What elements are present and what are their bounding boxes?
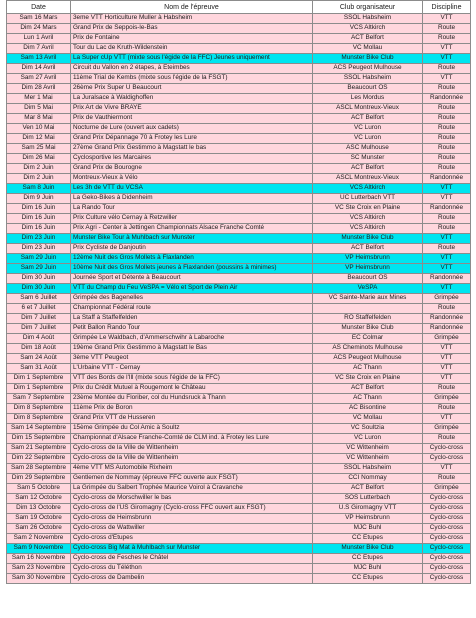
- cell-club: VC Mollau: [313, 44, 423, 54]
- cell-discipline: Cyclo-cross: [423, 554, 471, 564]
- cell-date: Sam 30 Novembre: [7, 574, 71, 584]
- cell-event-name: Nocturne de Lure (ouvert aux cadets): [71, 124, 313, 134]
- cell-date: Sam 9 Novembre: [7, 544, 71, 554]
- table-row: [7, 204, 471, 214]
- cell-club: VC Sainte-Marie aux Mines: [313, 294, 423, 304]
- cell-event-name: Grand Prix de Seppois-le-Bas: [71, 24, 313, 34]
- cell-date: Mer 1 Mai: [7, 94, 71, 104]
- cell-date: Dim 13 Octobre: [7, 504, 71, 514]
- calendar-table-container: [6, 0, 470, 584]
- cell-date: Sam 29 Juin: [7, 264, 71, 274]
- cell-discipline: VTT: [423, 44, 471, 54]
- cell-event-name: 23ème Montée du Floriber, col du Hundsruck à Thann: [71, 394, 313, 404]
- cell-event-name: VTT des Bords de l'Ill (mixte sous l'égide de la FFC): [71, 374, 313, 384]
- cell-event-name: Grand Prix de Bourogne: [71, 164, 313, 174]
- cell-event-name: Journée Sport et Détente à Beaucourt: [71, 274, 313, 284]
- cell-discipline: Route: [423, 214, 471, 224]
- cell-club: VC Luron: [313, 134, 423, 144]
- cell-date: Dim 26 Mai: [7, 154, 71, 164]
- cell-date: Sam 5 Octobre: [7, 484, 71, 494]
- cell-club: VCS Altkirch: [313, 24, 423, 34]
- table-row: [7, 304, 471, 314]
- cell-date: Sam 29 Juin: [7, 254, 71, 264]
- cell-date: Sam 27 Avril: [7, 74, 71, 84]
- cell-discipline: Route: [423, 34, 471, 44]
- cell-date: Sam 14 Septembre: [7, 424, 71, 434]
- cell-club: VC Soultzia: [313, 424, 423, 434]
- header-date: Date: [7, 1, 71, 14]
- cell-event-name: Championnat d'Alsace Franche-Comté de CLM ind. à Frotey les Lure: [71, 434, 313, 444]
- cell-discipline: Route: [423, 244, 471, 254]
- cell-discipline: VTT: [423, 464, 471, 474]
- cell-date: Sam 2 Novembre: [7, 534, 71, 544]
- table-row: [7, 34, 471, 44]
- cell-discipline: Randonnée: [423, 174, 471, 184]
- cell-event-name: Prix de Vauthiermont: [71, 114, 313, 124]
- table-row: [7, 224, 471, 234]
- cell-club: CC Etupes: [313, 554, 423, 564]
- cell-event-name: Cyclosportive les Marcaires: [71, 154, 313, 164]
- cell-date: Dim 16 Juin: [7, 204, 71, 214]
- cell-discipline: Cyclo-cross: [423, 534, 471, 544]
- table-row: [7, 574, 471, 584]
- table-row: [7, 324, 471, 334]
- cell-discipline: Route: [423, 24, 471, 34]
- cell-date: Dim 1 Septembre: [7, 384, 71, 394]
- cell-club: VC Luron: [313, 434, 423, 444]
- cell-club: ASC Mulhouse: [313, 144, 423, 154]
- cell-discipline: VTT: [423, 194, 471, 204]
- cell-discipline: Grimpée: [423, 294, 471, 304]
- cell-date: Dim 14 Avril: [7, 64, 71, 74]
- cell-discipline: VTT: [423, 54, 471, 64]
- cell-discipline: VTT: [423, 234, 471, 244]
- header-discipline: Discipline: [423, 1, 471, 14]
- calendar-table: [6, 0, 471, 584]
- cell-event-name: La Juralsace à Waldighoffen: [71, 94, 313, 104]
- table-row: [7, 274, 471, 284]
- table-row: [7, 344, 471, 354]
- cell-event-name: Tour du Lac de Kruth-Wildenstein: [71, 44, 313, 54]
- cell-date: Mar 8 Mai: [7, 114, 71, 124]
- cell-discipline: Cyclo-cross: [423, 514, 471, 524]
- cell-event-name: 12ème Nuit des Gros Mollets à Flaxlanden: [71, 254, 313, 264]
- cell-date: Dim 4 Août: [7, 334, 71, 344]
- cell-club: AC Thann: [313, 364, 423, 374]
- cell-discipline: VTT: [423, 184, 471, 194]
- cell-event-name: 10ème Nuit des Gros Mollets jeunes à Flaxlanden (poussins à minimes): [71, 264, 313, 274]
- cell-event-name: Cyclo-cross du Téléthon: [71, 564, 313, 574]
- table-row: [7, 374, 471, 384]
- table-row: [7, 404, 471, 414]
- table-row: [7, 214, 471, 224]
- cell-discipline: Route: [423, 84, 471, 94]
- table-row: [7, 484, 471, 494]
- cell-club: VP Heimsbrunn: [313, 254, 423, 264]
- cell-event-name: Grand Prix Dépannage 70 à Frotey les Lure: [71, 134, 313, 144]
- table-row: [7, 514, 471, 524]
- cell-event-name: Cyclo-cross de la Ville de Wittenheim: [71, 454, 313, 464]
- cell-club: CC Etupes: [313, 574, 423, 584]
- table-row: [7, 194, 471, 204]
- cell-date: Sam 19 Octobre: [7, 514, 71, 524]
- cell-club: VC Ste Croix en Plaine: [313, 374, 423, 384]
- cell-club: SSOL Habsheim: [313, 14, 423, 24]
- cell-discipline: Route: [423, 474, 471, 484]
- cell-discipline: Route: [423, 384, 471, 394]
- table-row: [7, 264, 471, 274]
- cell-club: ACT Belfort: [313, 164, 423, 174]
- table-row: [7, 294, 471, 304]
- cell-date: Sam 8 Juin: [7, 184, 71, 194]
- cell-event-name: La Super cUp VTT (mixte sous l'égide de la FFC) Jeunes uniquement: [71, 54, 313, 64]
- table-row: [7, 124, 471, 134]
- table-row: [7, 494, 471, 504]
- cell-event-name: Cyclo-cross d'Etupes: [71, 534, 313, 544]
- cell-discipline: VTT: [423, 374, 471, 384]
- cell-event-name: Circuit du Vallon en 2 étapes, à Eteimbes: [71, 64, 313, 74]
- cell-date: Dim 8 Septembre: [7, 414, 71, 424]
- table-row: [7, 504, 471, 514]
- cell-club: SC Munster: [313, 154, 423, 164]
- cell-club: ACT Belfort: [313, 114, 423, 124]
- cell-discipline: VTT: [423, 264, 471, 274]
- cell-club: VC Wittenheim: [313, 454, 423, 464]
- cell-club: VC Mollau: [313, 414, 423, 424]
- cell-date: 6 et 7 Juillet: [7, 304, 71, 314]
- cell-discipline: Route: [423, 64, 471, 74]
- cell-discipline: Route: [423, 144, 471, 154]
- cell-discipline: Grimpée: [423, 424, 471, 434]
- cell-date: Sam 28 Septembre: [7, 464, 71, 474]
- cell-event-name: 11ème Trial de Kembs (mixte sous l'égide de la FSGT): [71, 74, 313, 84]
- cell-event-name: L'Urbaine VTT - Cernay: [71, 364, 313, 374]
- cell-club: Munster Bike Club: [313, 234, 423, 244]
- table-row: [7, 114, 471, 124]
- cell-discipline: Randonnée: [423, 274, 471, 284]
- cell-date: Dim 30 Juin: [7, 274, 71, 284]
- cell-club: VP Heimsbrunn: [313, 514, 423, 524]
- cell-date: Sam 23 Novembre: [7, 564, 71, 574]
- cell-event-name: Grimpée Le Waldbach, d'Ammerschwihr à Labaroche: [71, 334, 313, 344]
- table-row: [7, 334, 471, 344]
- cell-discipline: Randonnée: [423, 314, 471, 324]
- table-row: [7, 234, 471, 244]
- table-row: [7, 444, 471, 454]
- cell-discipline: Cyclo-cross: [423, 544, 471, 554]
- cell-event-name: 27ème Grand Prix Gestimmo à Magstatt le bas: [71, 144, 313, 154]
- cell-date: Dim 29 Septembre: [7, 474, 71, 484]
- cell-club: MJC Buhl: [313, 564, 423, 574]
- cell-event-name: Prix de Fontaine: [71, 34, 313, 44]
- table-row: [7, 434, 471, 444]
- cell-discipline: VTT: [423, 414, 471, 424]
- cell-club: ASCL Montreux-Vieux: [313, 104, 423, 114]
- table-row: [7, 564, 471, 574]
- cell-club: Beaucourt OS: [313, 274, 423, 284]
- table-row: [7, 54, 471, 64]
- header-row: [7, 1, 471, 14]
- table-row: [7, 424, 471, 434]
- table-row: [7, 154, 471, 164]
- table-row: [7, 354, 471, 364]
- table-row: [7, 524, 471, 534]
- cell-club: VC Ste Croix en Plaine: [313, 204, 423, 214]
- cell-discipline: Grimpée: [423, 484, 471, 494]
- table-row: [7, 244, 471, 254]
- cell-club: CC Etupes: [313, 534, 423, 544]
- cell-event-name: La Staff à Staffelfelden: [71, 314, 313, 324]
- cell-club: SSOL Habsheim: [313, 464, 423, 474]
- table-row: [7, 94, 471, 104]
- cell-club: SOS Lutterbach: [313, 494, 423, 504]
- cell-discipline: Route: [423, 154, 471, 164]
- cell-event-name: Cyclo-cross de Fesches le Châtel: [71, 554, 313, 564]
- cell-event-name: Cyclo-cross de Wattwiller: [71, 524, 313, 534]
- cell-date: Sam 12 Octobre: [7, 494, 71, 504]
- cell-event-name: 3ème VTT Peugeot: [71, 354, 313, 364]
- table-row: [7, 474, 471, 484]
- cell-discipline: Route: [423, 114, 471, 124]
- table-row: [7, 24, 471, 34]
- cell-discipline: Route: [423, 104, 471, 114]
- cell-club: EC Colmar: [313, 334, 423, 344]
- cell-date: Dim 1 Septembre: [7, 374, 71, 384]
- cell-date: Sam 26 Octobre: [7, 524, 71, 534]
- table-row: [7, 314, 471, 324]
- cell-date: Dim 16 Juin: [7, 214, 71, 224]
- table-row: [7, 134, 471, 144]
- cell-club: AC Thann: [313, 394, 423, 404]
- cell-event-name: Cyclo-cross Big Mat à Muhlbach sur Munster: [71, 544, 313, 554]
- cell-event-name: Championnat Fédéral route: [71, 304, 313, 314]
- header-event-name: Nom de l'épreuve: [71, 1, 313, 14]
- cell-club: ACS Peugeot Mulhouse: [313, 64, 423, 74]
- cell-event-name: Munster Bike Tour à Muhlbach sur Munster: [71, 234, 313, 244]
- cell-discipline: VTT: [423, 254, 471, 264]
- cell-event-name: Prix du Crédit Mutuel à Rougemont le Château: [71, 384, 313, 394]
- table-row: [7, 104, 471, 114]
- cell-club: Munster Bike Club: [313, 324, 423, 334]
- cell-event-name: Gentlemen de Nommay (épreuve FFC ouverte aux FSGT): [71, 474, 313, 484]
- cell-club: VC Luron: [313, 124, 423, 134]
- cell-club: CCI Nommay: [313, 474, 423, 484]
- cell-event-name: Prix Cycliste de Danjoutin: [71, 244, 313, 254]
- cell-date: Sam 7 Septembre: [7, 394, 71, 404]
- cell-date: Dim 7 Juillet: [7, 324, 71, 334]
- cell-discipline: Grimpée: [423, 334, 471, 344]
- cell-event-name: La Geko-Bikes à Didenheim: [71, 194, 313, 204]
- cell-date: Dim 7 Avril: [7, 44, 71, 54]
- cell-event-name: Grimpée des Bagenelles: [71, 294, 313, 304]
- header-club: Club organisateur: [313, 1, 423, 14]
- cell-discipline: Route: [423, 434, 471, 444]
- cell-discipline: Randonnée: [423, 204, 471, 214]
- cell-club: Munster Bike Club: [313, 54, 423, 64]
- cell-event-name: Cyclo-cross de Dambelin: [71, 574, 313, 584]
- cell-discipline: Route: [423, 164, 471, 174]
- table-row: [7, 254, 471, 264]
- cell-date: Sam 6 Juillet: [7, 294, 71, 304]
- cell-club: SSOL Habsheim: [313, 74, 423, 84]
- cell-event-name: 3eme VTT Horticulture Muller à Habsheim: [71, 14, 313, 24]
- cell-event-name: Cyclo-cross de Heimsbrunn: [71, 514, 313, 524]
- cell-discipline: VTT: [423, 364, 471, 374]
- cell-event-name: Cyclo-cross de la Ville de Wittenheim: [71, 444, 313, 454]
- cell-event-name: Prix Culture vélo Cernay à Retzwiller: [71, 214, 313, 224]
- cell-event-name: 4ème VTT MS Automobile Rixheim: [71, 464, 313, 474]
- cell-date: Dim 15 Septembre: [7, 434, 71, 444]
- cell-discipline: VTT: [423, 354, 471, 364]
- table-row: [7, 84, 471, 94]
- table-row: [7, 184, 471, 194]
- cell-discipline: VTT: [423, 74, 471, 84]
- cell-date: Dim 28 Avril: [7, 84, 71, 94]
- cell-discipline: Cyclo-cross: [423, 524, 471, 534]
- cell-date: Dim 2 Juin: [7, 164, 71, 174]
- cell-discipline: Randonnée: [423, 94, 471, 104]
- cell-club: Munster Bike Club: [313, 544, 423, 554]
- cell-club: ACT Belfort: [313, 34, 423, 44]
- cell-event-name: 11ème Prix de Boron: [71, 404, 313, 414]
- cell-discipline: Route: [423, 304, 471, 314]
- cell-club: ACS Peugeot Mulhouse: [313, 354, 423, 364]
- cell-date: Dim 30 Juin: [7, 284, 71, 294]
- cell-club: VC Wittenheim: [313, 444, 423, 454]
- cell-discipline: Randonnée: [423, 324, 471, 334]
- cell-discipline: VTT: [423, 284, 471, 294]
- cell-discipline: Cyclo-cross: [423, 564, 471, 574]
- cell-club: Beaucourt OS: [313, 84, 423, 94]
- cell-event-name: 19ème Grand Prix Gestimmo à Magstatt le Bas: [71, 344, 313, 354]
- cell-date: Dim 23 Juin: [7, 234, 71, 244]
- cell-discipline: Cyclo-cross: [423, 444, 471, 454]
- table-row: [7, 384, 471, 394]
- table-row: [7, 284, 471, 294]
- cell-club: AS Cheminots Mulhouse: [313, 344, 423, 354]
- cell-date: Sam 21 Septembre: [7, 444, 71, 454]
- cell-discipline: Route: [423, 134, 471, 144]
- cell-date: Dim 23 Juin: [7, 244, 71, 254]
- table-row: [7, 464, 471, 474]
- table-row: [7, 534, 471, 544]
- cell-discipline: Grimpée: [423, 394, 471, 404]
- cell-discipline: Route: [423, 124, 471, 134]
- table-row: [7, 454, 471, 464]
- cell-date: Sam 16 Novembre: [7, 554, 71, 564]
- cell-club: VP Heimsbrunn: [313, 264, 423, 274]
- table-row: [7, 164, 471, 174]
- table-row: [7, 544, 471, 554]
- cell-event-name: Montreux-Vieux à Vélo: [71, 174, 313, 184]
- cell-date: Sam 16 Mars: [7, 14, 71, 24]
- table-row: [7, 414, 471, 424]
- cell-club: VCS Altkirch: [313, 224, 423, 234]
- table-row: [7, 394, 471, 404]
- cell-club: AC Bisontine: [313, 404, 423, 414]
- table-row: [7, 14, 471, 24]
- table-row: [7, 144, 471, 154]
- cell-club: VCS Altkirch: [313, 214, 423, 224]
- cell-event-name: Prix Agri - Center à Jettingen Championnats Alsace Franche Comté: [71, 224, 313, 234]
- table-row: [7, 364, 471, 374]
- cell-date: Dim 5 Mai: [7, 104, 71, 114]
- cell-club: RO Staffelfelden: [313, 314, 423, 324]
- cell-date: Dim 7 Juillet: [7, 314, 71, 324]
- cell-discipline: Cyclo-cross: [423, 494, 471, 504]
- table-row: [7, 174, 471, 184]
- cell-date: Dim 8 Septembre: [7, 404, 71, 414]
- cell-discipline: VTT: [423, 14, 471, 24]
- cell-date: Dim 9 Juin: [7, 194, 71, 204]
- cell-date: Dim 18 Août: [7, 344, 71, 354]
- cell-date: Lun 1 Avril: [7, 34, 71, 44]
- calendar-rows: [7, 14, 471, 584]
- cell-event-name: Petit Ballon Rando Tour: [71, 324, 313, 334]
- cell-event-name: La Grimpée du Salbert Trophée Maurice Voirol à Cravanche: [71, 484, 313, 494]
- cell-club: [313, 304, 423, 314]
- cell-event-name: Cyclo-cross de l'US Giromagny (Cyclo-cross FFC ouvert aux FSGT): [71, 504, 313, 514]
- table-row: [7, 44, 471, 54]
- cell-event-name: 15ème Grimpée du Col Amic à Soultz: [71, 424, 313, 434]
- cell-event-name: Cyclo-cross de Morschwiller le bas: [71, 494, 313, 504]
- cell-date: Dim 22 Septembre: [7, 454, 71, 464]
- cell-date: Sam 31 Août: [7, 364, 71, 374]
- cell-date: Dim 24 Mars: [7, 24, 71, 34]
- cell-discipline: Cyclo-cross: [423, 454, 471, 464]
- cell-event-name: Prix Art de Vivre BRAYE: [71, 104, 313, 114]
- table-row: [7, 64, 471, 74]
- cell-date: Dim 2 Juin: [7, 174, 71, 184]
- table-row: [7, 554, 471, 564]
- cell-date: Sam 25 Mai: [7, 144, 71, 154]
- cell-date: Dim 12 Mai: [7, 134, 71, 144]
- cell-club: ACT Belfort: [313, 484, 423, 494]
- cell-event-name: Les 3h de VTT du VCSA: [71, 184, 313, 194]
- cell-club: UC Lutterbach VTT: [313, 194, 423, 204]
- cell-club: ACT Belfort: [313, 244, 423, 254]
- cell-discipline: Route: [423, 224, 471, 234]
- cell-discipline: Cyclo-cross: [423, 574, 471, 584]
- cell-date: Sam 24 Août: [7, 354, 71, 364]
- cell-event-name: 26ème Prix Super U Beaucourt: [71, 84, 313, 94]
- cell-event-name: La Rando Tour: [71, 204, 313, 214]
- cell-club: VCS Altkirch: [313, 184, 423, 194]
- table-row: [7, 74, 471, 84]
- cell-discipline: Cyclo-cross: [423, 504, 471, 514]
- cell-date: Ven 10 Mai: [7, 124, 71, 134]
- cell-discipline: VTT: [423, 344, 471, 354]
- cell-club: VeSPA: [313, 284, 423, 294]
- cell-club: ASCL Montreux-Vieux: [313, 174, 423, 184]
- cell-date: Sam 13 Avril: [7, 54, 71, 64]
- cell-club: Les Mordus: [313, 94, 423, 104]
- cell-club: MJC Buhl: [313, 524, 423, 534]
- cell-club: ACT Belfort: [313, 384, 423, 394]
- cell-discipline: Route: [423, 404, 471, 414]
- cell-club: U.S Giromagny VTT: [313, 504, 423, 514]
- cell-event-name: Grand Prix VTT de Husseren: [71, 414, 313, 424]
- cell-date: Dim 16 Juin: [7, 224, 71, 234]
- cell-event-name: VTT du Champ du Feu VeSPA = Vélo et Sport de Plein Air: [71, 284, 313, 294]
